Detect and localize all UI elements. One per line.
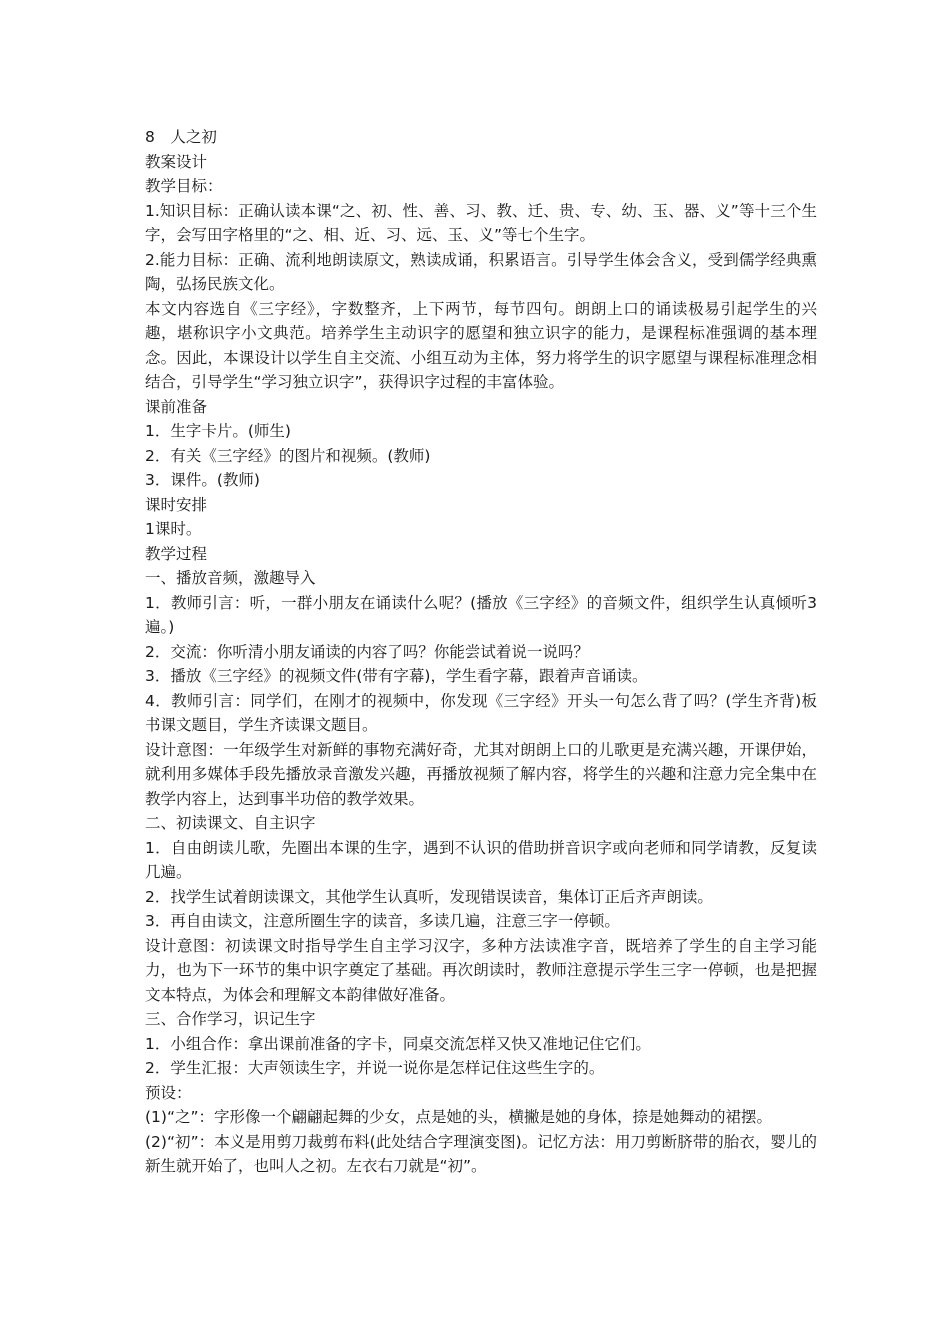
- lesson-title: 8 人之初: [145, 128, 217, 146]
- paragraph: 1课时。: [145, 520, 202, 538]
- document-body: [145, 125, 817, 1179]
- list-item: 1．教师引言：听，一群小朋友在诵读什么呢？(播放《三字经》的音频文件，组织学生认真倾听3遍。): [145, 593, 817, 636]
- list-item: (2)“初”：本义是用剪刀裁剪布料(此处结合字理演变图)。记忆方法：用刀剪断脐带的胎衣，婴儿的新生就开始了，也叫人之初。左衣右刀就是“初”。: [145, 1132, 817, 1175]
- design-intent-paragraph: 设计意图：初读课文时指导学生自主学习汉字，多种方法读准字音，既培养了学生的自主学习能力，也为下一环节的集中识字奠定了基础。再次朗读时，教师注意提示学生三字一停顿，也是把握文本特点，为体会和理解文本韵律做好准备。: [145, 936, 817, 1004]
- paragraph: 2.能力目标：正确、流利地朗读原文，熟读成诵，积累语言。引导学生体会含义，受到儒学经典熏陶，弘扬民族文化。: [145, 250, 817, 293]
- paragraph: 1.知识目标：正确认读本课“之、初、性、善、习、教、迁、贵、专、幼、玉、器、义”等十三个生字，会写田字格里的“之、相、近、习、远、玉、义”等七个生字。: [145, 201, 817, 244]
- list-item: (1)“之”：字形像一个翩翩起舞的少女，点是她的头，横撇是她的身体，捺是她舞动的裙摆。: [145, 1108, 773, 1126]
- list-item: 2．学生汇报：大声领读生字，并说一说你是怎样记住这些生字的。: [145, 1059, 605, 1077]
- subsection-heading: 三、合作学习，识记生字: [145, 1010, 316, 1028]
- paragraph: 预设：: [145, 1083, 192, 1102]
- subsection-heading: 一、播放音频，激趣导入: [145, 569, 316, 587]
- list-item: 1．自由朗读儿歌，先圈出本课的生字，遇到不认识的借助拼音识字或向老师和同学请教，反复读几遍。: [145, 838, 817, 881]
- section-heading: 教学目标：: [145, 177, 223, 195]
- list-item: 2．交流：你听清小朋友诵读的内容了吗？你能尝试着说一说吗？: [145, 642, 589, 661]
- list-item: 3．课件。(教师): [145, 471, 260, 489]
- list-item: 4．教师引言：同学们，在刚才的视频中，你发现《三字经》开头一句怎么背了吗？(学生齐背)板书课文题目，学生齐读课文题目。: [145, 691, 817, 734]
- section-heading: 教案设计: [145, 152, 208, 171]
- section-heading: 教学过程: [145, 544, 208, 563]
- list-item: 2．找学生试着朗读课文，其他学生认真听，发现错误读音，集体订正后齐声朗读。: [145, 887, 713, 906]
- list-item: 3．再自由读文，注意所圈生字的读音，多读几遍，注意三字一停顿。: [145, 912, 620, 930]
- design-intent-paragraph: 设计意图：一年级学生对新鲜的事物充满好奇，尤其对朗朗上口的儿歌更是充满兴趣，开课伊始，就利用多媒体手段先播放录音激发兴趣，再播放视频了解内容，将学生的兴趣和注意力完全集中在教学内容上，达到事半功倍的教学效果。: [145, 740, 817, 808]
- list-item: 1．生字卡片。(师生): [145, 422, 291, 440]
- section-heading: 课前准备: [145, 397, 208, 416]
- section-heading: 课时安排: [145, 495, 208, 514]
- subsection-heading: 二、初读课文、自主识字: [145, 814, 316, 832]
- list-item: 1．小组合作：拿出课前准备的字卡，同桌交流怎样又快又准地记住它们。: [145, 1034, 651, 1053]
- paragraph: 本文内容选自《三字经》，字数整齐，上下两节，每节四句。朗朗上口的诵读极易引起学生的兴趣，堪称识字小文典范。培养学生主动识字的愿望和独立识字的能力，是课程标准强调的基本理念。因此，本课设计以学生自主交流、小组互动为主体，努力将学生的识字愿望与课程标准理念相结合，引导学生“学习独立识字”，获得识字过程的丰富体验。: [145, 299, 817, 391]
- list-item: 3．播放《三字经》的视频文件(带有字幕)，学生看字幕，跟着声音诵读。: [145, 667, 648, 685]
- list-item: 2．有关《三字经》的图片和视频。(教师): [145, 446, 431, 465]
